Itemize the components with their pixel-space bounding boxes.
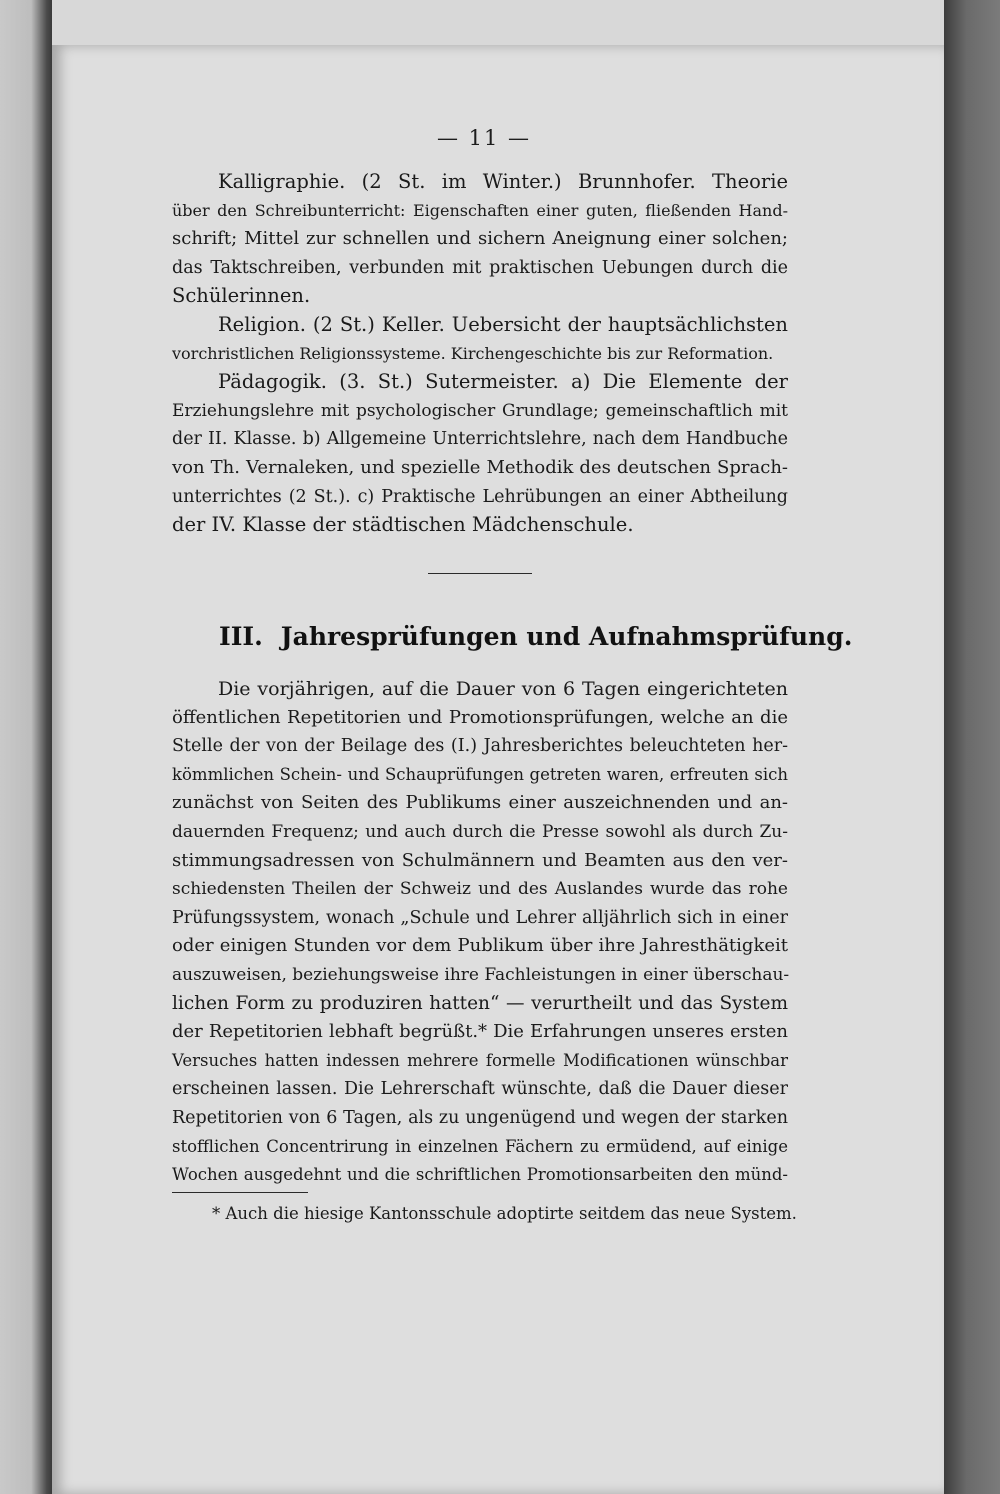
left-page-edge (0, 0, 52, 1494)
text-line: der II. Klasse. b) Allgemeine Unterrichtslehre, nach dem Handbuche (172, 429, 788, 450)
text-line: der Repetitorien lebhaft begrüßt.* Die Erfahrungen unseres ersten (172, 1021, 788, 1043)
text-line: Erziehungslehre mit psychologischer Grundlage; gemeinschaftlich mit (172, 400, 788, 421)
text-line: Wochen ausgedehnt und die schriftlichen Promotionsarbeiten den münd- (172, 1165, 788, 1185)
text-line: Prüfungssystem, wonach „Schule und Lehrer alljährlich sich in einer (172, 907, 788, 928)
text-line: unterrichtes (2 St.). c) Praktische Lehrübungen an einer Abtheilung (172, 486, 788, 507)
text-line: kömmlichen Schein- und Schauprüfungen getreten waren, erfreuten sich (172, 764, 788, 784)
text-line: Repetitorien von 6 Tagen, als zu ungenügend und wegen der starken (172, 1107, 788, 1128)
text-line: der IV. Klasse der städtischen Mädchenschule. (172, 513, 634, 537)
text-line: öffentlichen Repetitorien und Promotionsprüfungen, welche an die (172, 706, 788, 728)
footnote-rule (172, 1192, 308, 1193)
text-line: Schülerinnen. (172, 284, 311, 308)
text-line: stimmungsadressen von Schulmännern und Beamten aus den ver- (172, 849, 788, 871)
text-line: Pädagogik. (3. St.) Sutermeister. a) Die Elemente der (218, 370, 788, 394)
text-line: von Th. Vernaleken, und spezielle Methodik des deutschen Sprach- (172, 456, 788, 478)
text-line: lichen Form zu produziren hatten“ — verurtheilt und das System (172, 992, 788, 1014)
text-line: zunächst von Seiten des Publikums einer auszeichnenden und an- (172, 792, 788, 814)
text-line: erscheinen lassen. Die Lehrerschaft wünschte, daß die Dauer dieser (172, 1079, 788, 1100)
text-line: dauernden Frequenz; und auch durch die Presse sowohl als durch Zu- (172, 821, 788, 842)
exam-report (172, 675, 788, 1190)
section-title: Jahresprüfungen und Aufnahmsprüfung. (280, 622, 853, 651)
course-descriptions (172, 168, 788, 540)
text-line: Kalligraphie. (2 St. im Winter.) Brunnhofer. Theorie (218, 170, 788, 193)
page-number: — 11 — (436, 126, 532, 150)
text-line: auszuweisen, beziehungsweise ihre Fachleistungen in einer überschau- (172, 964, 790, 985)
section-divider (428, 573, 532, 574)
paragraph-paedagogik (172, 368, 788, 540)
right-scan-margin (944, 0, 1000, 1494)
text-line: Die vorjährigen, auf die Dauer von 6 Tagen eingerichteten (218, 678, 788, 700)
text-line: Stelle der von der Beilage des (I.) Jahresberichtes beleuchteten her- (172, 736, 788, 757)
text-line: vorchristlichen Religionssysteme. Kirchengeschichte bis zur Reformation. (172, 343, 774, 363)
footnote: * Auch die hiesige Kantonsschule adoptirte seitdem das neue System. (212, 1204, 797, 1223)
text-line: Versuches hatten indessen mehrere formelle Modificationen wünschbar (172, 1050, 788, 1070)
text-line: schrift; Mittel zur schnellen und sichern Aneignung einer solchen; (172, 228, 788, 250)
text-line: oder einigen Stunden vor dem Publikum über ihre Jahresthätigkeit (172, 935, 788, 957)
text-line: über den Schreibunterricht: Eigenschaften einer guten, fließenden Hand- (172, 200, 788, 220)
section-number: III. (219, 622, 263, 651)
text-line: stofflichen Concentrirung in einzelnen Fächern zu ermüdend, auf einige (172, 1136, 788, 1156)
paragraph-religion (172, 311, 788, 368)
section-heading (219, 622, 853, 651)
text-line: Religion. (2 St.) Keller. Uebersicht der hauptsächlichsten (218, 312, 788, 336)
paragraph-kalligraphie (172, 168, 788, 311)
text-line: schiedensten Theilen der Schweiz und des Auslandes wurde das rohe (172, 879, 788, 900)
paragraph-exams (172, 675, 788, 1190)
text-line: das Taktschreiben, verbunden mit praktischen Uebungen durch die (172, 257, 788, 278)
